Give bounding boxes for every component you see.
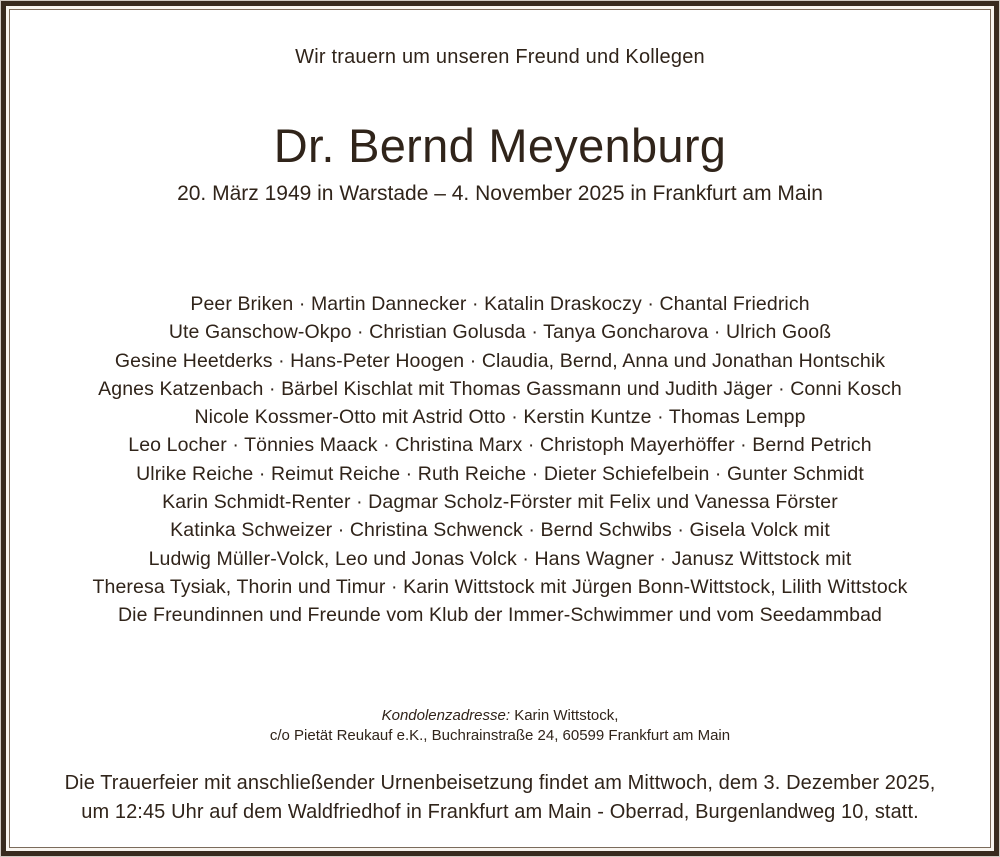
condolence-recipient: Karin Wittstock, xyxy=(514,707,619,724)
mourner-line: Karin Schmidt-Renter · Dagmar Scholz-Förster mit Felix und Vanessa Förster xyxy=(162,491,838,514)
mourner-line: Die Freundinnen und Freunde vom Klub der Immer-Schwimmer und vom Seedammbad xyxy=(117,604,882,627)
deceased-name: Dr. Bernd Meyenburg xyxy=(273,119,727,172)
mourner-line: Peer Briken · Martin Dannecker · Katalin Draskoczy · Chantal Friedrich xyxy=(190,293,810,315)
mourner-line: Ute Ganschow-Okpo · Christian Golusda · Tanya Goncharova · Ulrich Gooß xyxy=(168,321,832,344)
mourner-line: Katinka Schweizer · Christina Schwenck · Bernd Schwibs · Gisela Volck mit xyxy=(170,519,830,542)
funeral-info xyxy=(24,769,976,826)
mourner-line: Leo Locher · Tönnies Maack · Christina Marx · Christoph Mayerhöffer · Bernd Petrich xyxy=(128,434,872,457)
mourner-line: Nicole Kossmer-Otto mit Astrid Otto · Kerstin Kuntze · Thomas Lempp xyxy=(194,406,806,429)
mourner-line: Agnes Katzenbach · Bärbel Kischlat mit Thomas Gassmann und Judith Jäger · Conni Kosch xyxy=(98,377,902,400)
mourner-line: Ludwig Müller-Volck, Leo und Jonas Volck · Hans Wagner · Janusz Wittstock mit xyxy=(148,547,852,570)
funeral-line-1: Die Trauerfeier mit anschließender Urnenbeisetzung findet am Mittwoch, dem 3. Dezember 2025, xyxy=(64,772,936,794)
intro-text: Wir trauern um unseren Freund und Kollegen xyxy=(295,46,705,68)
condolence-line-1 xyxy=(24,706,976,726)
mourner-line: Gesine Heetderks · Hans-Peter Hoogen · Claudia, Bernd, Anna und Jonathan Hontschik xyxy=(114,349,886,372)
condolence-address xyxy=(24,706,976,746)
funeral-line-2: um 12:45 Uhr auf dem Waldfriedhof in Frankfurt am Main - Oberrad, Burgenlandweg 10, statt. xyxy=(81,800,919,823)
life-dates: 20. März 1949 in Warstade – 4. November 2025 in Frankfurt am Main xyxy=(177,182,823,205)
mourner-line: Ulrike Reiche · Reimut Reiche · Ruth Reiche · Dieter Schiefelbein · Gunter Schmidt xyxy=(136,462,864,485)
condolence-care-of: c/o Pietät Reukauf e.K., Buchrainstraße 24, 60599 Frankfurt am Main xyxy=(269,727,731,744)
mourner-line: Theresa Tysiak, Thorin und Timur · Karin Wittstock mit Jürgen Bonn-Wittstock, Lilith Wittstock xyxy=(92,575,908,598)
mourners-list xyxy=(24,290,976,630)
condolence-label: Kondolenzadresse: xyxy=(381,707,511,724)
